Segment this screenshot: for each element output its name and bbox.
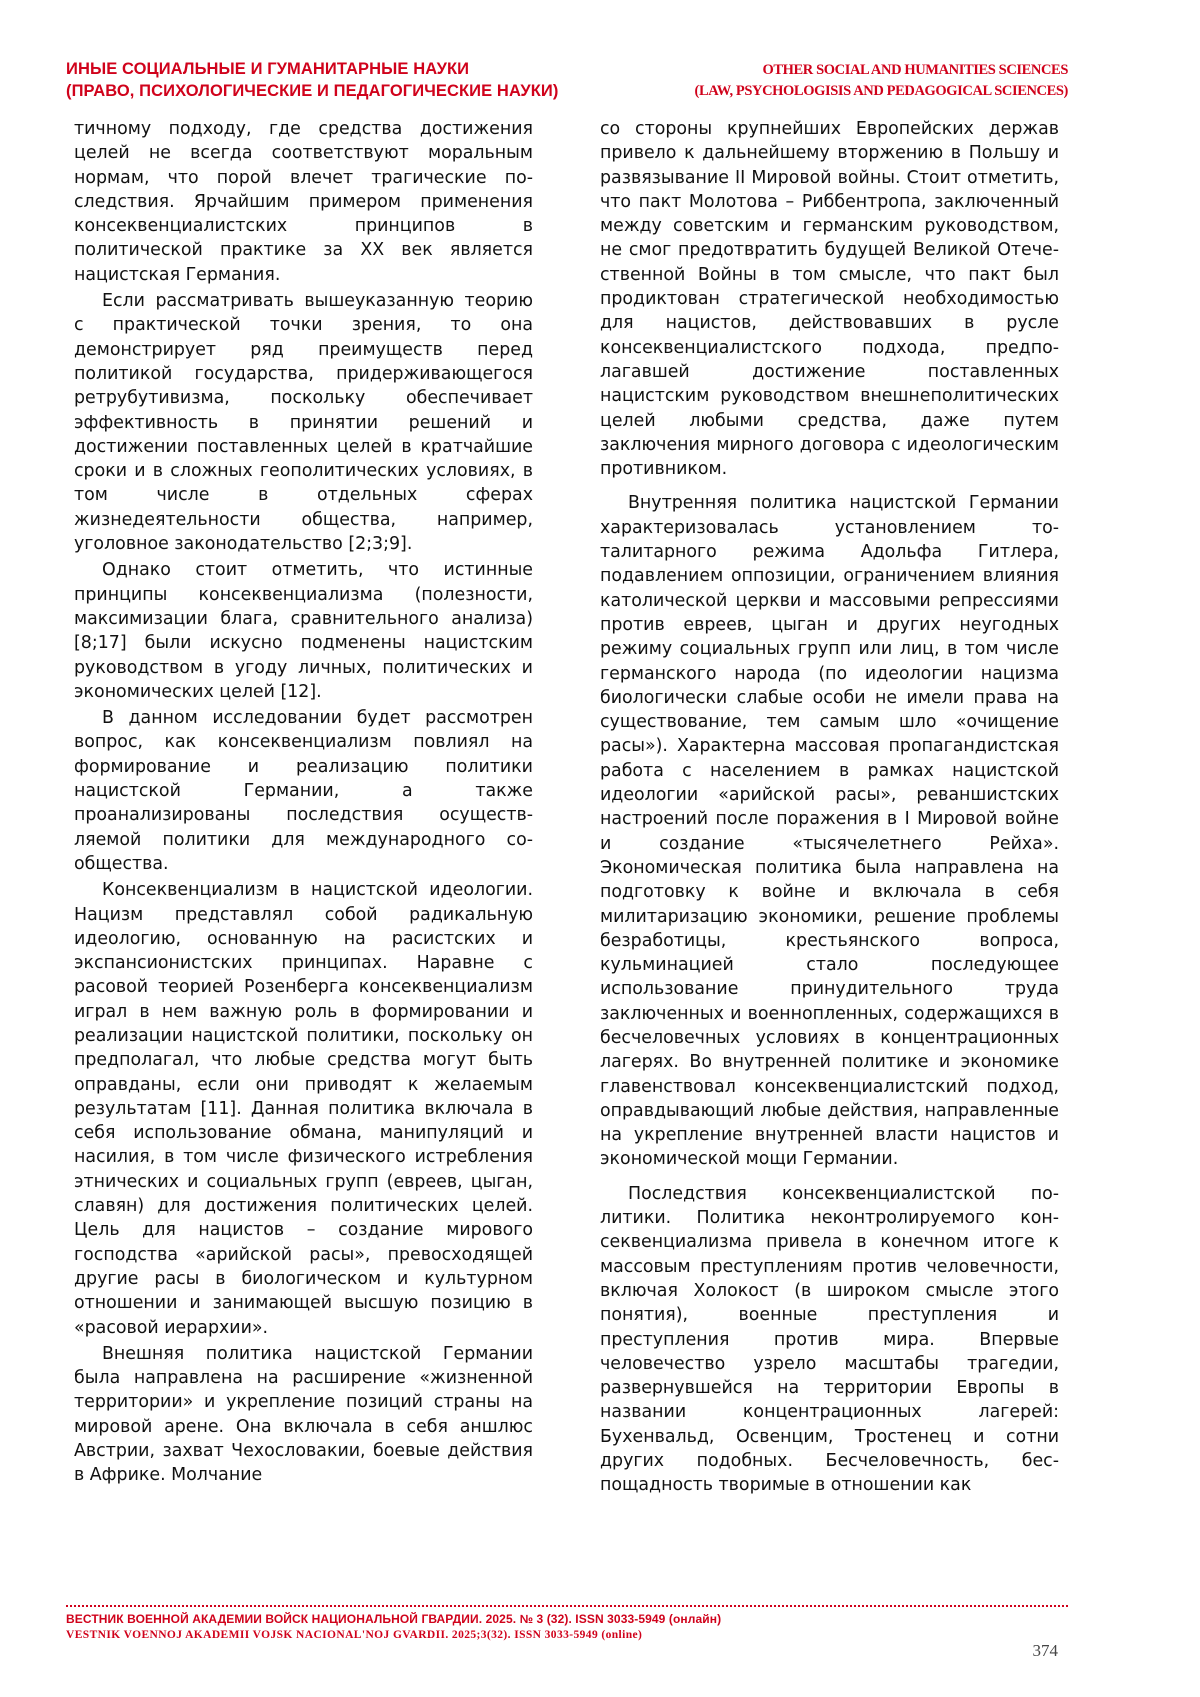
- footer-divider: [66, 1605, 1068, 1607]
- section-header-ru-line2: (ПРАВО, ПСИХОЛОГИЧЕСКИЕ И ПЕДАГОГИЧЕСКИЕ НАУКИ): [66, 82, 559, 100]
- paragraph: Однако стоит отметить, что истинные принципы консеквенциализма (полезности, максимизации блага, сравнительного анализа) [8;17] были искусно подменены нацистским руководством в угоду личных, политических и экономических целей [12].: [74, 560, 533, 702]
- left-column: [74, 117, 533, 1490]
- paragraph: Консеквенциализм в нацистской идеологии. Нацизм представлял собой радикальную идеологию, основанную на расистских и экспансионистских принципах. Наравне с расовой теорией Розенберга консеквенциализм играл в нем важную роль в формировании и реализации нацистской политики, поскольку он предполагал, что любые средства могут быть оправданы, если они приводят к желаемым результатам [11]. Данная политика включала в себя использование обмана, манипуляций и насилия, в том числе физического истребления этнических и социальных групп (евреев, цыган, славян) для достижения политических целей. Цель для нацистов – создание мирового господства «арийской расы», превосходящей другие расы в биологическом и культурном отношении и занимающей высшую позицию в «расовой иерархии».: [74, 880, 533, 1338]
- paragraph: со стороны крупнейших Европейских держав привело к дальнейшему вторжению в Польшу и развязывание II Мировой войны. Стоит отметить, что пакт Молотова – Риббентропа, заключенный между советским и германским руководством, не смог предотвратить будущей Великой Отечественной Войны в том смысле, что пакт был продиктован стратегической необходимостью для нацистов, действовавших в русле консеквенциалистского подхода, предполагавшей достижение поставленных нацистским руководством внешнеполитических целей любыми средства, даже путем заключения мирного договора с идеологическим противником.: [600, 119, 1059, 480]
- paragraph: Внутренняя политика нацистской Германии характеризовалась установлением тоталитарного режима Адольфа Гитлера, подавлением оппозиции, ограничением влияния католической церкви и массовыми репрессиями против евреев, цыган и других неугодных режиму социальных групп или лиц, в том числе германского народа (по идеологии нацизма биологически слабые особи не имели права на существование, тем самым шло «очищение расы»). Характерна массовая пропагандистская работа с населением в рамках нацистской идеологии «арийской расы», реваншистских настроений после поражения в I Мировой войне и создание «тысячелетнего Рейха». Экономическая политика была направлена на подготовку к войне и включала в себя милитаризацию экономики, решение проблемы безработицы, крестьянского вопроса, кульминацией стало последующее использование принудительного труда заключенных и военнопленных, содержащихся в бесчеловечных условиях в концентрационных лагерях. Во внутренней политике и экономике главенствовал консеквенциалистский подход, оправдывающий любые действия, направленные на укрепление внутренней власти нацистов и экономической мощи Германии.: [600, 493, 1059, 1170]
- section-header-en: [548, 60, 1068, 102]
- paragraph: Внешняя политика нацистской Германии была направлена на расширение «жизненной территории» и укрепление позиций страны на мировой арене. Она включала в себя аншлюс Австрии, захват Чехословакии, боевые действия в Африке. Молчание: [74, 1343, 533, 1486]
- section-header-ru: [66, 58, 626, 102]
- section-header-en-line2: (LAW, PSYCHOLOGISIS AND PEDAGOGICAL SCIENCES): [694, 83, 1068, 99]
- right-column: [600, 117, 1059, 1500]
- journal-citation-en: VESTNIK VOENNOJ AKADEMII VOJSK NACIONAL'NOJ GVARDII. 2025;3(32). ISSN 3033-5949 (online): [66, 1629, 643, 1641]
- paragraph: Последствия консеквенциалистской политики. Политика неконтролируемого консеквенциализма привела в конечном итоге к массовым преступлениям против человечности, включая Холокост (в широком смысле этого понятия), военные преступления и преступления против мира. Впервые человечество узрело масштабы трагедии, развернувшейся на территории Европы в названии концентрационных лагерей: Бухенвальд, Освенцим, Тростенец и сотни других подобных. Бесчеловечность, беспощадность творимые в отношении как: [600, 1183, 1059, 1496]
- page-number: 374: [1032, 1641, 1058, 1660]
- paragraph: тичному подходу, где средства достижения целей не всегда соответствуют моральным нормам, что порой влечет трагические последствия. Ярчайшим примером применения консеквенциалистских принципов в политической практике за XX век является нацистская Германия.: [74, 119, 533, 285]
- journal-citation-ru: ВЕСТНИК ВОЕННОЙ АКАДЕМИИ ВОЙСК НАЦИОНАЛЬНОЙ ГВАРДИИ. 2025. № 3 (32). ISSN 3033-5949 (онлайн): [66, 1612, 722, 1626]
- paragraph: В данном исследовании будет рассмотрен вопрос, как консеквенциализм повлиял на формирование и реализацию политики нацистской Германии, а также проанализированы последствия осуществляемой политики для международного сообщества.: [74, 708, 533, 874]
- paragraph: Если рассматривать вышеуказанную теорию с практической точки зрения, то она демонстрирует ряд преимуществ перед политикой государства, придерживающегося ретрубутивизма, поскольку обеспечивает эффективность в принятии решений и достижении поставленных целей в кратчайшие сроки и в сложных геополитических условиях, в том числе в отдельных сферах жизнедеятельности общества, например, уголовное законодательство [2;3;9].: [74, 291, 533, 555]
- section-header-en-line1: OTHER SOCIAL AND HUMANITIES SCIENCES: [762, 62, 1068, 78]
- section-header-ru-line1: ИНЫЕ СОЦИАЛЬНЫЕ И ГУМАНИТАРНЫЕ НАУКИ: [66, 60, 470, 78]
